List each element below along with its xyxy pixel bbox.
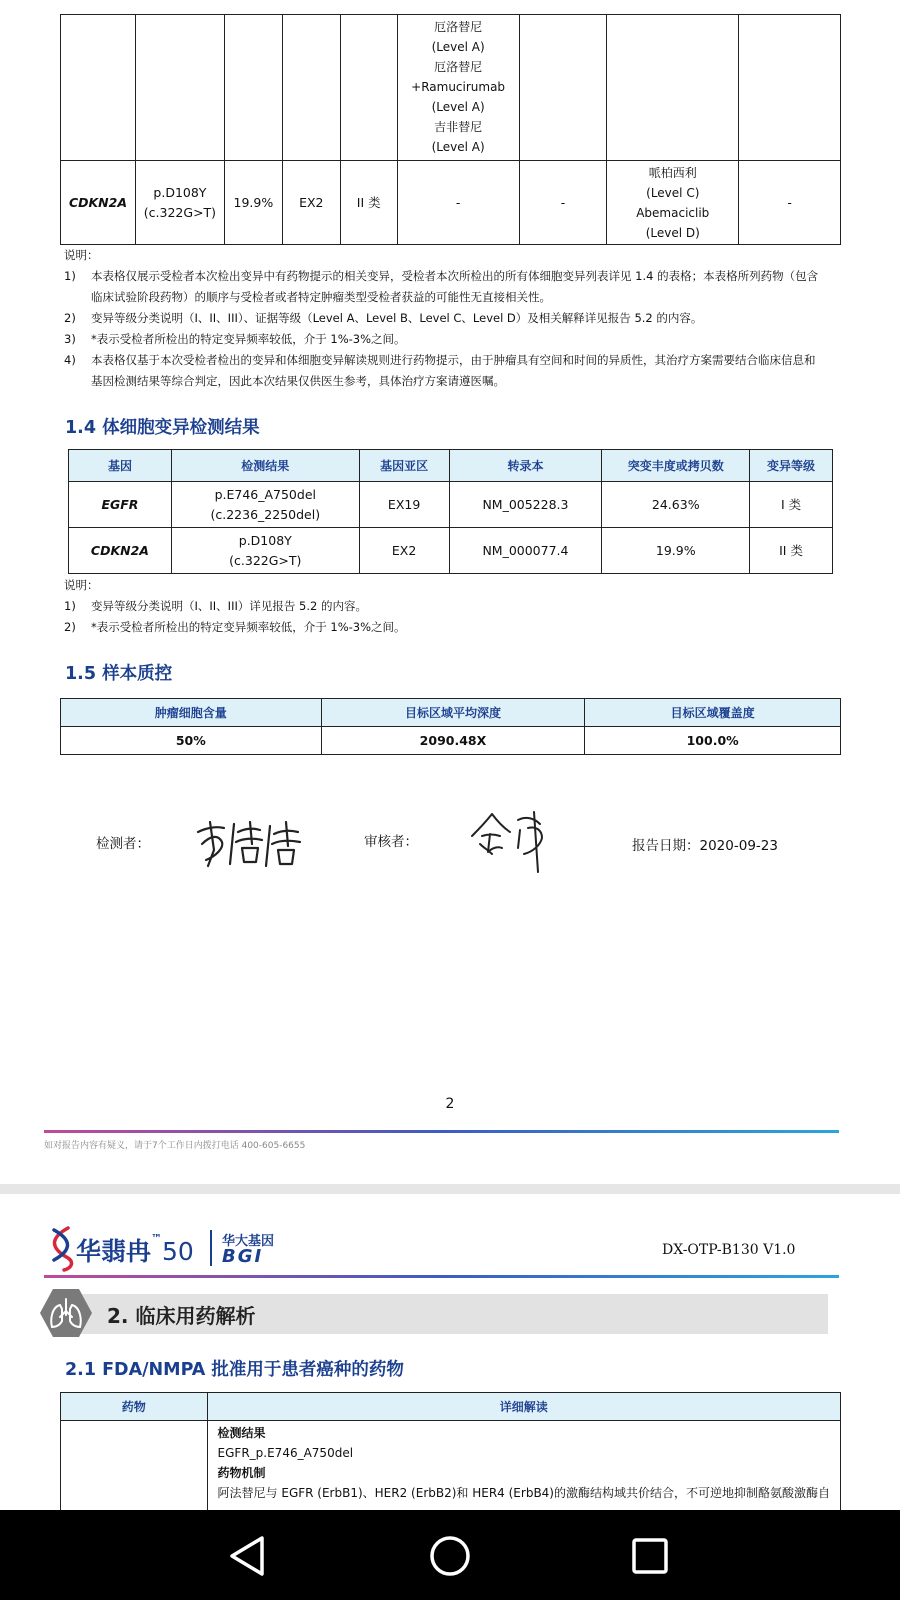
table-row: [61, 15, 841, 161]
brand-logo: 华翡冉™50: [76, 1232, 194, 1266]
table-row: [61, 161, 841, 245]
table-row: [61, 727, 841, 755]
page-separator: [0, 1184, 900, 1194]
gene-cell: CDKN2A: [69, 528, 172, 574]
home-circle-icon[interactable]: [428, 1534, 472, 1578]
note-item: 2) 变异等级分类说明（I、II、III）、证据等级（Level A、Level B、Level C、Level D）及相关解释详见报告 5.2 的内容。: [64, 311, 703, 325]
column-header: 突变丰度或拷贝数: [602, 450, 750, 482]
result-cell: p.D108Y (c.322G>T): [171, 528, 359, 574]
reviewer-signature-image: [470, 808, 554, 874]
logo-divider: [210, 1230, 212, 1266]
section-title: 2.1 FDA/NMPA 批准用于患者癌种的药物: [65, 1360, 404, 1380]
drug-cell: 厄洛替尼 (Level A) 厄洛替尼 +Ramucirumab (Level A) 吉非替尼 (Level A): [397, 15, 519, 161]
document-code: DX-OTP-B130 V1.0: [662, 1242, 796, 1258]
bgi-logo-en: BGI: [222, 1246, 264, 1267]
region-cell: EX19: [359, 482, 449, 528]
gene-cell: CDKN2A: [61, 161, 136, 245]
value-cell: 100.0%: [585, 727, 841, 755]
column-header: 详细解读: [207, 1393, 840, 1421]
variant-cell: p.D108Y (c.322G>T): [135, 161, 224, 245]
section-title: 1.5 样本质控: [65, 664, 173, 684]
section-title: 1.4 体细胞变异检测结果: [65, 418, 260, 438]
region-cell: EX2: [359, 528, 449, 574]
table-notes: 说明： 1) 本表格仅展示受检者本次检出变异中有药物提示的相关变异，受检者本次所检出的所有体细胞变异列表详见 1.4 的表格；本表格所列药物（包含临床试验阶段药物）的顺序与受检者或者特定肿瘤类型受检者获益的可能性无直接相关性。 2) 变异等级分类说明（I、II、III）、证据等级（Level A、Level B、Level C、Level D）及相关解释详见报告 5.2 的内容。 3) *表示受检者所检出的特定变异频率较低，介于 1%-3%之间。 4) 本表格仅基于本次受检者检出的变异和体细胞变异解读规则进行药物提示，由于肿瘤具有空间和时间的异质性，其治疗方案需要结合临床信息和基因检测结果等综合判定，因此本次结果仅供医生参考，具体治疗方案请遵医嘱。: [64, 245, 826, 392]
note-item: 1) 变异等级分类说明（I、II、III）详见报告 5.2 的内容。: [64, 599, 367, 613]
footer-hotline: 如对报告内容有疑义，请于7个工作日内拨打电话 400-605-6655: [44, 1141, 306, 1151]
recents-square-icon[interactable]: [630, 1536, 670, 1576]
somatic-variant-table: [68, 449, 833, 574]
grade-cell: II 类: [340, 161, 397, 245]
column-header: 基因: [69, 450, 172, 482]
table-header-row: [69, 450, 833, 482]
column-header: 目标区域平均深度: [321, 699, 585, 727]
grade-cell: I 类: [750, 482, 833, 528]
approved-drugs-table: [60, 1392, 841, 1510]
transcript-cell: NM_000077.4: [449, 528, 602, 574]
column-header: 检测结果: [171, 450, 359, 482]
drug-hint-table: [60, 14, 841, 245]
note-item: 2) *表示受检者所检出的特定变异频率较低，介于 1%-3%之间。: [64, 620, 406, 634]
table-notes: 说明： 1) 变异等级分类说明（I、II、III）详见报告 5.2 的内容。 2) *表示受检者所检出的特定变异频率较低，介于 1%-3%之间。: [64, 575, 826, 638]
result-cell: p.E746_A750del (c.2236_2250del): [171, 482, 359, 528]
sample-qc-table: [60, 698, 841, 755]
column-header: 肿瘤细胞含量: [61, 699, 322, 727]
column-header: 目标区域覆盖度: [585, 699, 841, 727]
bgi-logo-cn: 华大基因: [222, 1234, 275, 1249]
table-header-row: [61, 1393, 841, 1421]
empty-cell: -: [519, 161, 607, 245]
abundance-cell: 24.63%: [602, 482, 750, 528]
value-cell: 50%: [61, 727, 322, 755]
drug-cell: 哌柏西利 (Level C) Abemaciclib (Level D): [607, 161, 739, 245]
note-item: 1) 本表格仅展示受检者本次检出变异中有药物提示的相关变异，受检者本次所检出的所有体细胞变异列表详见 1.4 的表格；本表格所列药物（包含临床试验阶段药物）的顺序与受检者或者特定肿瘤类型受检者获益的可能性无直接相关性。: [64, 269, 819, 304]
note-item: 4) 本表格仅基于本次受检者检出的变异和体细胞变异解读规则进行药物提示，由于肿瘤具有空间和时间的异质性，其治疗方案需要结合临床信息和基因检测结果等综合判定，因此本次结果仅供医生参考，具体治疗方案请遵医嘱。: [64, 353, 816, 388]
table-header-row: [61, 699, 841, 727]
column-header: 基因亚区: [359, 450, 449, 482]
empty-cell: -: [739, 161, 841, 245]
dna-logo-icon: [46, 1224, 76, 1272]
detail-cell: 检测结果 EGFR_p.E746_A750del 药物机制 阿法替尼与 EGFR (ErbB1)、HER2 (ErbB2)和 HER4 (ErbB4)的激酶结构域共价结合，不可逆地抑制酪氨酸激酶自: [207, 1421, 840, 1511]
freq-cell: 19.9%: [224, 161, 282, 245]
header-divider: [44, 1275, 839, 1278]
abundance-cell: 19.9%: [602, 528, 750, 574]
table-row: [69, 482, 833, 528]
system-navigation-bar: [0, 1510, 900, 1600]
reviewer-label: 审核者：: [364, 834, 418, 850]
exon-cell: EX2: [282, 161, 340, 245]
table-row: [61, 1421, 841, 1511]
drug-cell: [61, 1421, 208, 1511]
column-header: 转录本: [449, 450, 602, 482]
gene-cell: EGFR: [69, 482, 172, 528]
note-item: 3) *表示受检者所检出的特定变异频率较低，介于 1%-3%之间。: [64, 332, 406, 346]
tester-signature-image: [192, 814, 304, 870]
grade-cell: II 类: [750, 528, 833, 574]
page-number: 2: [445, 1096, 455, 1112]
value-cell: 2090.48X: [321, 727, 585, 755]
transcript-cell: NM_005228.3: [449, 482, 602, 528]
footer-divider: [44, 1130, 839, 1133]
empty-cell: -: [397, 161, 519, 245]
column-header: 变异等级: [750, 450, 833, 482]
report-page-3: [0, 1194, 900, 1510]
table-row: [69, 528, 833, 574]
back-triangle-icon[interactable]: [226, 1534, 270, 1578]
tester-label: 检测者：: [96, 836, 150, 852]
column-header: 药物: [61, 1393, 208, 1421]
chapter-title: 2. 临床用药解析: [107, 1304, 256, 1328]
report-date: 报告日期：2020-09-23: [632, 838, 778, 854]
